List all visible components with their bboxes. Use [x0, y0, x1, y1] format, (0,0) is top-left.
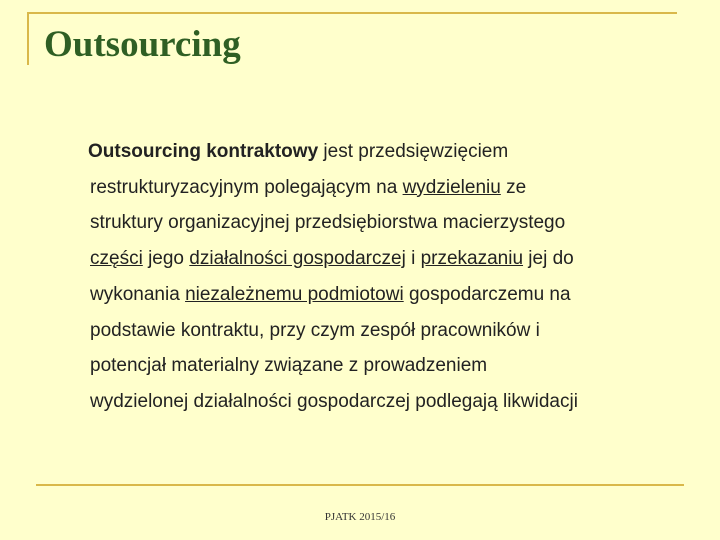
hyperlink-niezaleznemu-podmiotowi[interactable]: niezależnemu podmiotowi [185, 283, 404, 305]
hyperlink-dzialalnosci-gospodarczej[interactable]: działalności gospodarczej [189, 248, 406, 270]
line-text: i [405, 248, 421, 270]
defined-term: Outsourcing kontraktowy [88, 141, 319, 162]
hyperlink-czesci[interactable]: części [90, 248, 143, 270]
paragraph-line-6: podstawie kontraktu, przy czym zespół pracowników i [90, 319, 540, 341]
paragraph-line-3: struktury organizacyjnej przedsiębiorstwa macierzystego [90, 212, 566, 234]
frame-top-border [27, 12, 677, 14]
paragraph-line-2 [90, 170, 700, 206]
paragraph-line-4 [90, 241, 700, 277]
line-text: restrukturyzacyjnym polegającym na [90, 176, 403, 198]
paragraph-line-1 [88, 134, 700, 170]
paragraph-line-5 [90, 277, 700, 313]
line-text: jego [142, 248, 190, 270]
line-text: jej do [523, 248, 574, 270]
line-text: wykonania [90, 283, 186, 305]
line-text: ze [500, 176, 527, 198]
footer-label: PJATK 2015/16 [324, 511, 396, 523]
line-text: jest przedsięwzięciem [318, 141, 509, 162]
line-text: gospodarczemu na [403, 283, 571, 305]
paragraph-line-8: wydzielonej działalności gospodarczej podlegają likwidacji [90, 390, 578, 412]
hyperlink-przekazaniu[interactable]: przekazaniu [420, 248, 524, 270]
hyperlink-wydzieleniu[interactable]: wydzieleniu [402, 176, 501, 198]
definition-paragraph [90, 134, 700, 420]
paragraph-line-7: potencjał materialny związane z prowadzeniem [90, 355, 488, 377]
slide-title: Outsourcing [44, 24, 241, 65]
frame-left-border [27, 12, 29, 65]
footer-divider [36, 484, 684, 486]
